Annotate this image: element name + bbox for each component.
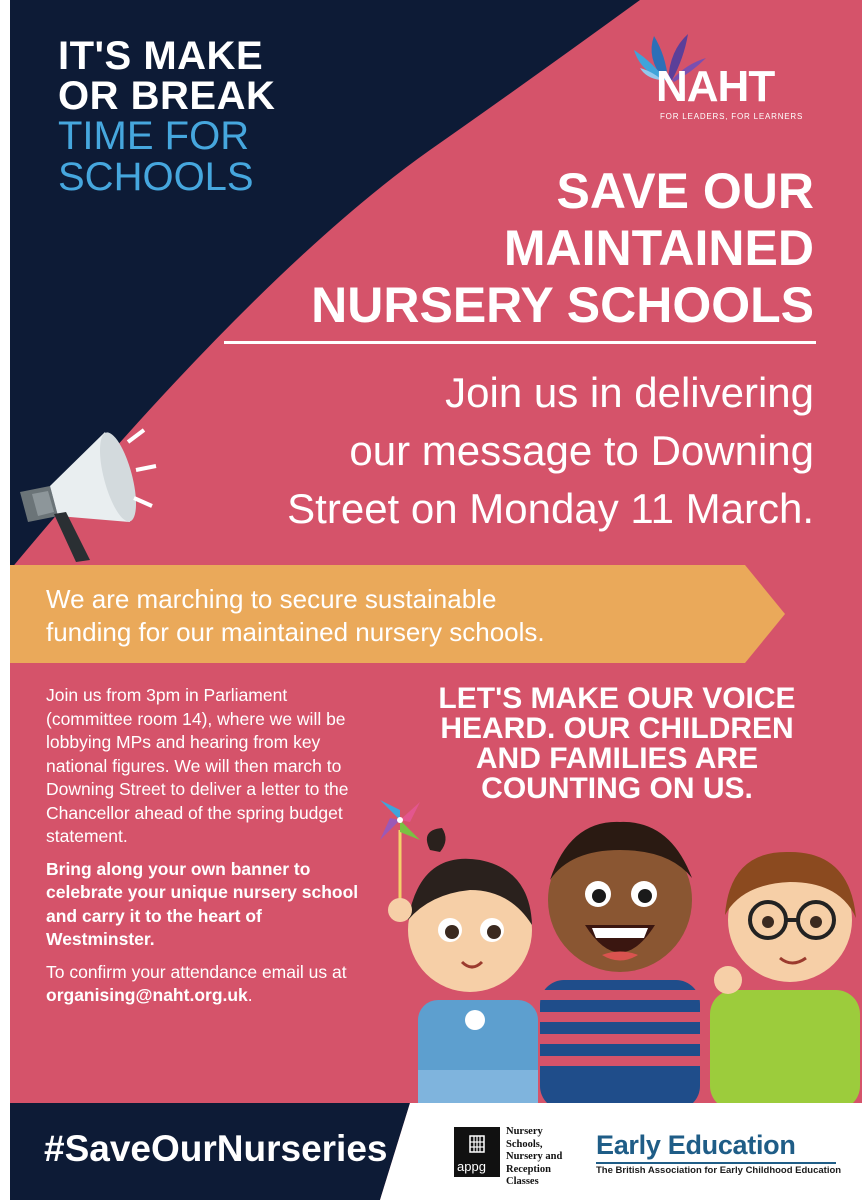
naht-logo [626, 28, 836, 128]
main-headline [311, 163, 814, 334]
rsvp-text: To confirm your attendance email us at [46, 961, 347, 982]
campaign-line-3: TIME FOR [58, 114, 250, 158]
campaign-line-4: SCHOOLS [58, 154, 254, 199]
rally-line-4: COUNTING ON US. [481, 772, 753, 805]
campaign-title [58, 36, 318, 198]
rally-line-1: LET'S MAKE OUR VOICE [438, 682, 796, 715]
campaign-line-2: OR BREAK [58, 74, 276, 118]
appg-mark: appg [457, 1159, 486, 1174]
banner-line-1: We are marching to secure sustainable [46, 584, 497, 614]
email-period: . [247, 985, 253, 1005]
girl-character [388, 828, 538, 1110]
banner-text [46, 583, 545, 649]
appg-line-1: Nursery [506, 1126, 543, 1137]
naht-tagline: FOR LEADERS, FOR LEARNERS [660, 112, 804, 121]
portcullis-icon [468, 1132, 486, 1154]
early-education-tagline: The British Association for Early Childhood Education [596, 1165, 842, 1176]
early-education-underline [596, 1162, 836, 1164]
megaphone-icon [10, 412, 160, 562]
appg-line-3: Nursery and [506, 1151, 563, 1162]
appg-line-5: Classes [506, 1176, 539, 1187]
join-line-1: Join us in delivering [445, 369, 814, 416]
appg-line-4: Reception [506, 1163, 551, 1175]
email-link[interactable]: organising@naht.org.uk [46, 985, 248, 1005]
join-line-2: our message to Downing [349, 427, 814, 474]
pinwheel-icon [380, 800, 420, 910]
rsvp-paragraph [46, 961, 366, 1008]
headline-divider [224, 341, 816, 344]
banner-line-2: funding for our maintained nursery schools. [46, 617, 545, 647]
rally-line-3: AND FAMILIES ARE [475, 742, 759, 775]
early-education-logo: Early Education [596, 1130, 796, 1160]
poster [10, 0, 862, 1200]
boy-character [540, 822, 700, 1110]
banner-paragraph: Bring along your own banner to celebrate your unique nursery school and carry it to the heart of Westminster. [46, 858, 359, 949]
rally-line-2: HEARD. OUR CHILDREN [440, 712, 794, 745]
details-paragraph: Join us from 3pm in Parliament (committee room 14), where we will be lobbying MPs and hearing from key national figures. We will then march to Downing Street to deliver a letter to the Chancellor ahead of the spring budget statement. [46, 685, 349, 846]
event-details [46, 684, 366, 1017]
naht-wordmark: NAHT [656, 62, 775, 111]
headline-line-3: NURSERY SCHOOLS [311, 277, 814, 333]
children-illustration [370, 790, 862, 1110]
headline-line-1: SAVE OUR [556, 163, 814, 219]
join-message [287, 364, 814, 538]
campaign-line-1: IT'S MAKE [58, 34, 264, 78]
appg-name [506, 1126, 562, 1189]
rally-message [392, 684, 842, 804]
appg-line-2: Schools, [506, 1138, 543, 1150]
headline-line-2: MAINTAINED [503, 220, 814, 276]
join-line-3: Street on Monday 11 March. [287, 485, 814, 532]
girl-with-glasses-character [710, 852, 860, 1110]
appg-logo [454, 1127, 500, 1177]
campaign-hashtag: #SaveOurNurseries [44, 1128, 388, 1169]
